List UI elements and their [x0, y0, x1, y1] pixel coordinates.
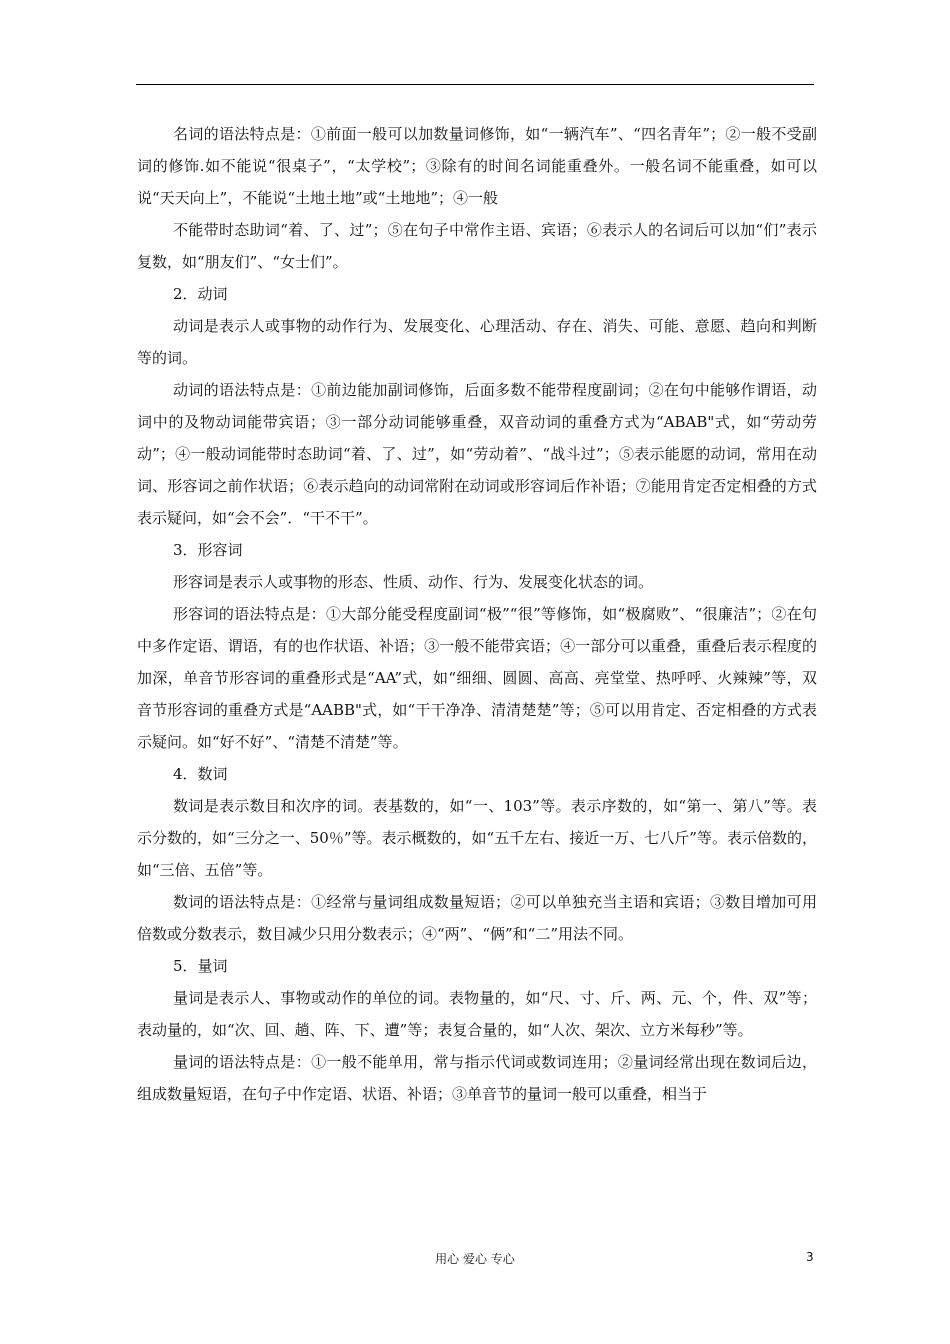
- paragraph-adjective-grammar: 形容词的语法特点是：①大部分能受程度副词“极”“很”等修饰，如“极腐败”、“很廉洁”；②在句中多作定语、谓语，有的也作状语、补语；③一般不能带宾语；④一部分可以重叠，重叠后表示程度的加深，单音节形容词的重叠形式是“AA”式，如“细细、圆圆、高高、亮堂堂、热呼呼、火辣辣”等，双音节形容词的重叠方式是“AABB"式，如“干干净净、清清楚楚”等；⑤可以用肯定、否定相叠的方式表示疑问。如“好不好”、“清楚不清楚”等。: [137, 605, 817, 751]
- section-heading-adjective: 3．形容词: [173, 541, 243, 559]
- section-heading-verb: 2．动词: [173, 285, 228, 303]
- header-rule: [136, 84, 814, 85]
- section-heading-numeral: 4．数词: [173, 765, 228, 783]
- page-body: [137, 118, 817, 1110]
- paragraph-verb-definition: 动词是表示人或事物的动作行为、发展变化、心理活动、存在、消失、可能、意愿、趋向和判断等的词。: [137, 317, 817, 367]
- paragraph-verb-grammar: 动词的语法特点是：①前边能加副词修饰，后面多数不能带程度副词；②在句中能够作谓语，动词中的及物动词能带宾语；③一部分动词能够重叠，双音动词的重叠方式为“ABAB"式，如“劳动劳动”；④一般动词能带时态助词“着、了、过”，如“劳动着”、“战斗过”；⑤表示能愿的动词，常用在动词、形容词之前作状语；⑥表示趋向的动词常附在动词或形容词后作补语；⑦能用肯定否定相叠的方式表示疑问，如“会不会”．“干不干”。: [137, 381, 817, 527]
- page-footer: [0, 1250, 950, 1270]
- paragraph-numeral-definition: 数词是表示数目和次序的词。表基数的，如“一、103”等。表示序数的，如“第一、第八”等。表示分数的，如“三分之一、50％”等。表示概数的，如“五千左右、接近一万、七八斤”等。表示倍数的，如“三倍、五倍”等。: [137, 797, 817, 879]
- paragraph-numeral-grammar: 数词的语法特点是：①经常与量词组成数量短语；②可以单独充当主语和宾语；③数目增加可用倍数或分数表示，数目减少只用分数表示；④“两”、“俩”和“二”用法不同。: [137, 893, 817, 943]
- paragraph-classifier-grammar: 量词的语法特点是：①一般不能单用，常与指示代词或数词连用；②量词经常出现在数词后边，组成数量短语，在句子中作定语、状语、补语；③单音节的量词一般可以重叠，相当于: [137, 1053, 817, 1103]
- paragraph-classifier-definition: 量词是表示人、事物或动作的单位的词。表物量的，如“尺、寸、斤、两、元、个，件、双”等；表动量的，如“次、回、趟、阵、下、遭”等；表复合量的，如“人次、架次、立方米每秒”等。: [137, 989, 817, 1039]
- paragraph-adjective-definition: 形容词是表示人或事物的形态、性质、动作、行为、发展变化状态的词。: [173, 573, 654, 591]
- paragraph-noun-grammar: 名词的语法特点是：①前面一般可以加数量词修饰，如“一辆汽车”、“四名青年”；②一般不受副词的修饰.如不能说“很桌子”，“太学校”；③除有的时间名词能重叠外。一般名词不能重叠，如可以说“天天向上”，不能说“土地土地”或“土地地”；④一般: [137, 125, 817, 207]
- page-number: 3: [806, 1250, 814, 1264]
- footer-motto: 用心 爱心 专心: [435, 1252, 515, 1266]
- paragraph-noun-grammar-cont: 不能带时态助词“着、了、过”；⑤在句子中常作主语、宾语；⑥表示人的名词后可以加“们”表示复数，如“朋友们”、“女士们”。: [137, 221, 817, 271]
- section-heading-classifier: 5．量词: [173, 957, 228, 975]
